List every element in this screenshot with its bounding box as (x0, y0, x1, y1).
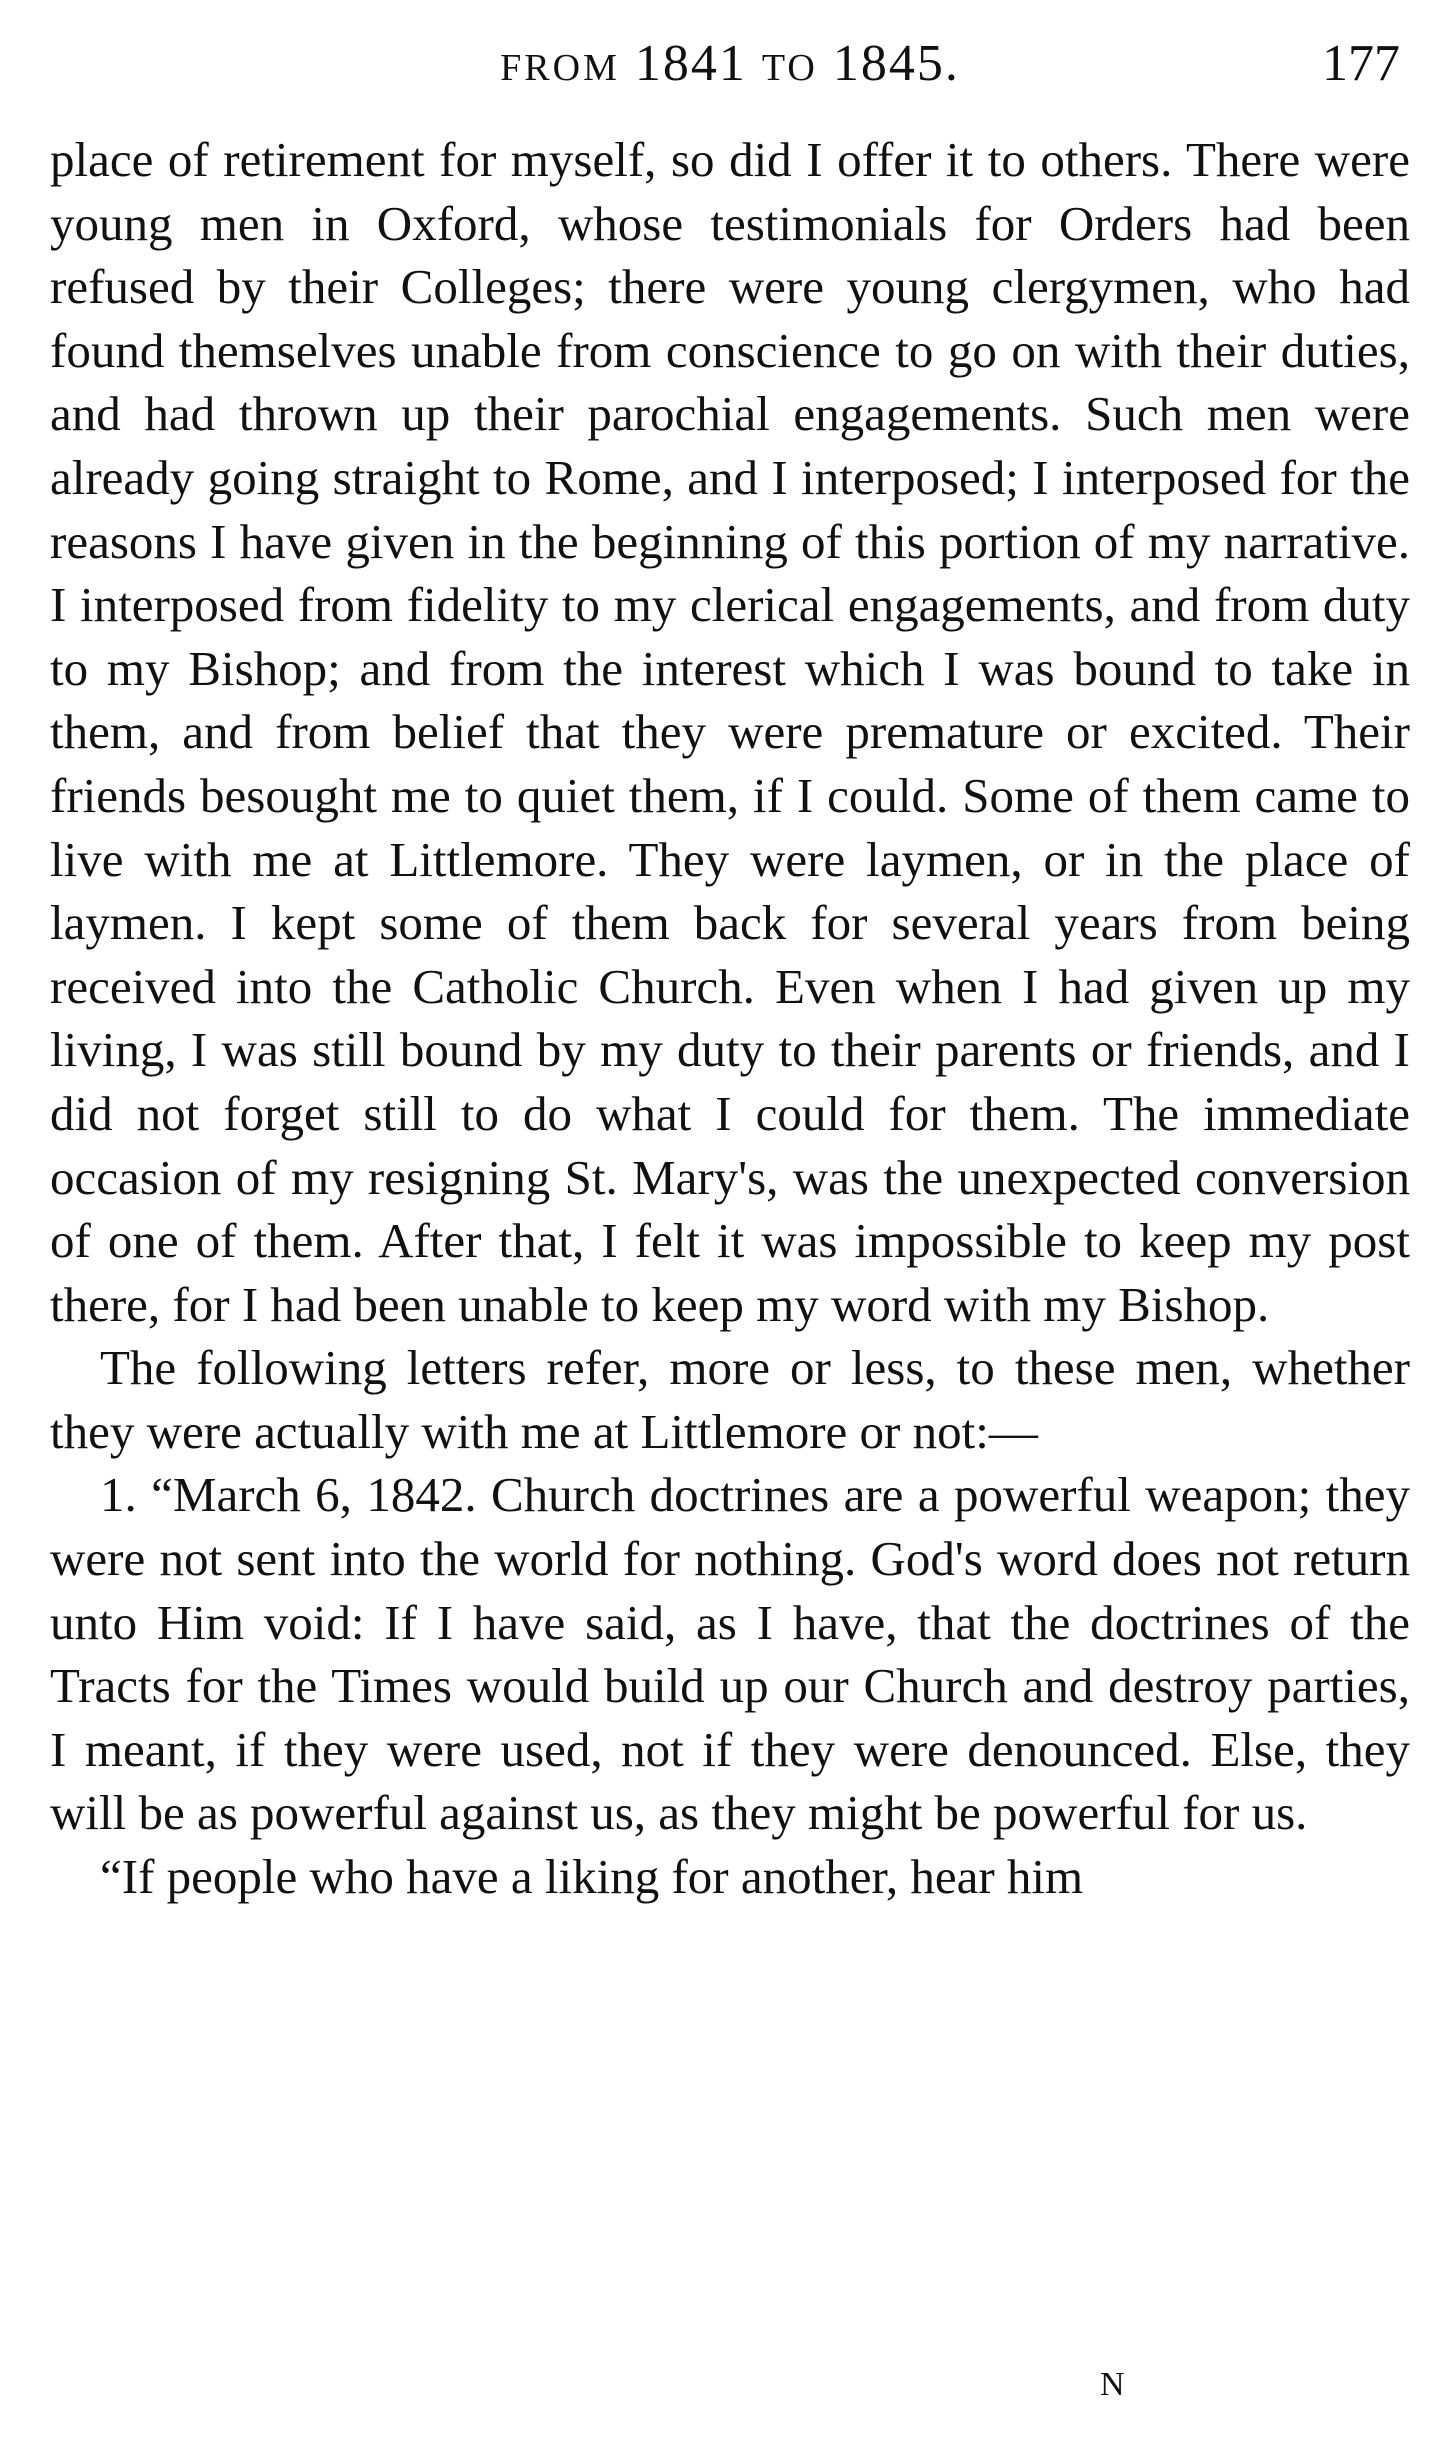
header-to-word: TO (761, 47, 818, 89)
paragraph-letter-one: 1. “March 6, 1842. Church doctrines are a powerful weapon; they were not sent into the world for nothing. God's word does not return unto Him void: If I have said, as I have, that the doctrines of the Tracts for the Times would build up our Church and destroy parties, I meant, if they were used, not if they were denounced. Else, they will be as powerful against us, as they might be powerful for us. (50, 1467, 1410, 1841)
paragraph-following-letters: The following letters refer, more or less, to these men, whether they were actually with me at Littlemore or not:— (50, 1340, 1410, 1459)
paragraph-letter-one-continued: “If people who have a liking for another, hear him (100, 1849, 1084, 1905)
header-year-start: 1841 (634, 35, 747, 92)
paragraph-continuation: place of retirement for myself, so did I offer it to others. There were young men in Oxford, whose testimonials for Orders had been refused by their Colleges; there were young clergymen, who had found themselves unable from conscience to go on with their duties, and had thrown up their parochial engagements. Such men were already going straight to Rome, and I interposed; I interposed for the reasons I have given in the beginning of this portion of my narrative. I interposed from fidelity to my clerical engagements, and from duty to my Bishop; and from the interest which I was bound to take in them, and from belief that they were premature or excited. Their friends besought me to quiet them, if I could. Some of them came to live with me at Littlemore. They were laymen, or in the place of laymen. I kept some of them back for several years from being received into the Catholic Church. Even when I had given up my living, I was still bound by my duty to their parents or friends, and I did not forget still to do what I could for them. The immediate occasion of my resigning St. Mary's, was the unexpected conversion of one of them. After that, I felt it was impossible to keep my post there, for I had been unable to keep my word with my Bishop. (50, 132, 1410, 1332)
book-page (50, 28, 1410, 1909)
header-from-word: FROM (500, 47, 620, 89)
page-number: 177 (1322, 35, 1400, 92)
body-text (50, 128, 1410, 1909)
printer-signature-mark: N (1100, 2366, 1127, 2403)
running-title (50, 28, 1410, 104)
running-header (50, 28, 1410, 100)
header-year-end: 1845. (832, 35, 960, 92)
